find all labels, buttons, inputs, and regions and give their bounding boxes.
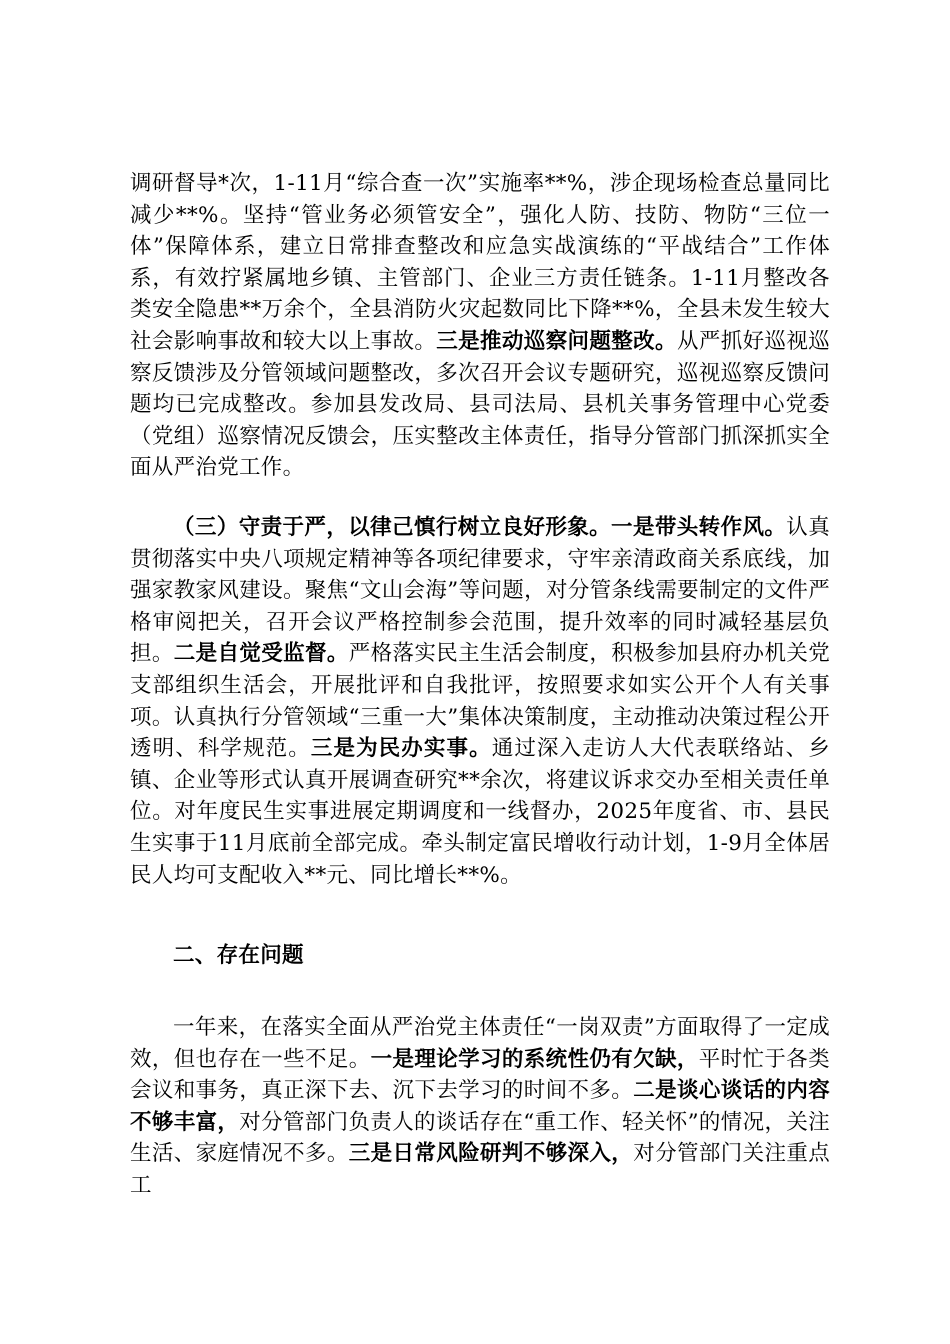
paragraph-text: 对分管部门负责人的谈话存在“重工作、轻关怀”的情况，关注生活、家庭情况不多。: [130, 1109, 830, 1167]
paragraph-bold-lead: 三是为民办实事。: [310, 736, 492, 762]
paragraph-text: 认真贯彻落实中央八项规定精神等各项纪律要求，守牢亲清政商关系底线，加强家教家风建设。聚焦“文山会海”等问题，对分管条线需要制定的文件严格审阅把关，召开会议严格控制参会范围，提升效率的同时减轻基层负担。: [130, 515, 831, 667]
paragraph-text: 平时忙于各类会议和事务，真正深下去、沉下去学习的时间不多。: [130, 1046, 830, 1104]
paragraph-problems: [130, 1012, 830, 1202]
paragraph-bold-lead: 三是日常风险研判不够深入，: [348, 1141, 634, 1167]
section-subheading: （三）守责于严，以律己慎行树立良好形象。一是带头转作风。: [173, 515, 787, 540]
paragraph-text: 对分管部门关注重点工: [130, 1141, 831, 1198]
paragraph-bold-lead: 二是谈心谈话的内容不够丰富，: [130, 1078, 831, 1135]
paragraph-text: 严格落实民主生活会制度，积极参加县府办机关党支部组织生活会，开展批评和自我批评，按照要求如实公开个人有关事项。认真执行分管领域“三重一大”集体决策制度，主动推动决策过程公开透明、科学规范。: [130, 641, 830, 762]
paragraph-text: 调研督导*次，1-11月“综合查一次”实施率**%，涉企现场检查总量同比减少**%。坚持“管业务必须管安全”，强化人防、技防、物防“三位一体”保障体系，建立日常排查整改和应急实战演练的“平战结合”工作体系，有效拧紧属地乡镇、主管部门、企业三方责任链条。1-11月整改各类安全隐患**万余个，全县消防火灾起数同比下降**%，全县未发生较大社会影响事故和较大以上事故。: [130, 171, 830, 354]
paragraph-text: 通过深入走访人大代表联络站、乡镇、企业等形式认真开展调查研究**余次，将建议诉求交办至相关责任单位。对年度民生实事进展定期调度和一线督办，2025年度省、市、县民生实事于11月底前全部完成。牵头制定富民增收行动计划，1-9月全体居民人均可支配收入**元、同比增长**%。: [130, 736, 831, 888]
paragraph-bold-lead: 一是理论学习的系统性仍有欠缺，: [370, 1046, 699, 1072]
paragraph-safety-and-inspection: [130, 168, 830, 484]
paragraph-bold-lead: 三是推动巡察问题整改。: [436, 328, 677, 354]
paragraph-section-three: [130, 512, 830, 891]
paragraph-text: 从严抓好巡视巡察反馈涉及分管领域问题整改，多次召开会议专题研究，巡视巡察反馈问题均已完成整改。参加县发改局、县司法局、县机关事务管理中心党委（党组）巡察情况反馈会，压实整改主体责任，指导分管部门抓深抓实全面从严治党工作。: [130, 328, 830, 481]
section-heading-problems: 二、存在问题: [173, 943, 304, 968]
paragraph-bold-lead: 二是自觉受监督。: [173, 641, 349, 667]
paragraph-text: 一年来，在落实全面从严治党主体责任“一岗双责”方面取得了一定成效，但也存在一些不足。: [130, 1015, 830, 1072]
